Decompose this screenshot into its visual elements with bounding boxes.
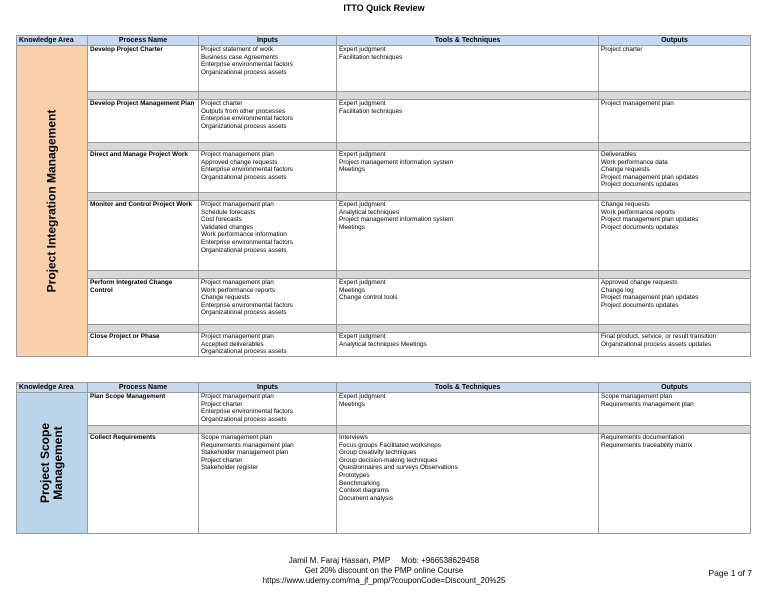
process-row [17,434,751,534]
spacer-cell [88,143,199,151]
inputs-cell-item: Accepted deliverables [201,340,264,348]
process-name: Plan Scope Management [88,393,199,426]
outputs-cell-item: Change requests [601,166,650,174]
outputs-cell-item: Change log [601,286,634,294]
outputs-cell [599,46,751,92]
inputs-cell [199,100,337,143]
outputs-cell-item: Final product, service, or result transition [601,333,717,340]
spacer-cell [199,325,337,333]
footer [0,556,768,586]
inputs-cell-item: Project management plan [201,151,274,158]
inputs-cell-item: Project charter [201,456,243,464]
header-tools: Tools & Techniques [337,36,599,46]
process-row [17,279,751,325]
inputs-cell-item: Organizational process assets [201,122,287,130]
header-outputs: Outputs [599,36,751,46]
tools-cell [337,201,599,271]
tools-cell-item: Project management information system [339,216,454,224]
spacer-cell [599,325,751,333]
tools-cell-item: Expert judgment [339,151,386,158]
spacer-cell [337,193,599,201]
spacer-row [17,325,751,333]
spacer-cell [199,193,337,201]
header-tools: Tools & Techniques [337,383,599,393]
spacer-row [17,426,751,434]
process-row [17,393,751,426]
process-name: Collect Requirements [88,434,199,534]
spacer-cell [337,426,599,434]
header-inputs: Inputs [199,383,337,393]
spacer-cell [599,193,751,201]
outputs-cell-item: Work performance data [601,158,668,166]
inputs-cell-item: Enterprise environmental factors [201,61,293,69]
spacer-cell [337,92,599,100]
tools-cell-item: Facilitation techniques [339,107,403,115]
spacer-cell [88,426,199,434]
inputs-cell [199,393,337,426]
inputs-cell-item: Enterprise environmental factors [201,166,293,174]
footer-author: Jamil M. Faraj Hassan, PMP Mob: +966538629458 [288,556,480,565]
spacer-cell [199,143,337,151]
process-row [17,46,751,92]
header-inputs: Inputs [199,36,337,46]
inputs-cell-item: Enterprise environmental factors [201,115,293,123]
header-process-name: Process Name [88,36,199,46]
inputs-cell-item: Approved change requests [201,158,278,166]
inputs-cell-item: Project management plan [201,279,274,286]
inputs-cell-item: Requirements management plan [201,441,294,449]
inputs-cell-item: Organizational process assets [201,309,287,317]
process-row [17,201,751,271]
inputs-cell-item: Project management plan [201,393,274,400]
tools-cell-item: Change control tools [339,294,398,302]
outputs-cell-item: Project management plan updates [601,216,699,224]
spacer-cell [599,271,751,279]
process-name: Monitor and Control Project Work [88,201,199,271]
inputs-cell-item: Organizational process assets [201,173,287,181]
outputs-cell [599,279,751,325]
spacer-cell [199,92,337,100]
inputs-cell-item: Stakeholder management plan [201,449,289,457]
outputs-cell-item: Requirements documentation [601,434,685,441]
tools-cell [337,279,599,325]
inputs-cell-item: Enterprise environmental factors [201,301,293,309]
outputs-cell [599,151,751,193]
tools-cell-item: Interviews [339,434,368,441]
outputs-cell [599,100,751,143]
tools-cell-item: Expert judgment [339,46,386,53]
spacer-cell [337,271,599,279]
process-name: Direct and Manage Project Work [88,151,199,193]
inputs-cell [199,151,337,193]
inputs-cell-item: Organizational process assets [201,246,287,254]
knowledge-area-label: Project Integration Management [44,109,59,293]
outputs-cell-item: Deliverables [601,151,637,158]
process-name: Close Project or Phase [88,333,199,357]
header-outputs: Outputs [599,383,751,393]
spacer-cell [199,426,337,434]
tools-cell-item: Questionnaires and surveys Observations [339,464,458,472]
page-title: ITTO Quick Review [343,3,425,13]
tools-cell-item: Analytical techniques Meetings [339,340,427,348]
tools-cell [337,151,599,193]
spacer-row [17,92,751,100]
footer-discount: Get 20% discount on the PMP online Course [304,566,464,575]
header-process-name: Process Name [88,383,199,393]
knowledge-area-cell [17,393,88,534]
footer-url[interactable]: https://www.udemy.com/ma_jf_pmp/?couponCode=Discount_20%25 [262,576,506,585]
header-knowledge-area: Knowledge Area [17,383,88,393]
outputs-cell-item: Organizational process assets updates [601,340,712,348]
spacer-cell [88,92,199,100]
knowledge-area-label-line: Project Scope [38,422,52,504]
outputs-cell [599,333,751,357]
process-row [17,100,751,143]
process-name: Develop Project Charter [88,46,199,92]
outputs-cell-item: Change requests [601,201,650,208]
tools-cell [337,100,599,143]
outputs-cell-item: Project management plan updates [601,294,699,302]
tools-cell [337,434,599,534]
tools-cell-item: Meetings [339,286,365,294]
outputs-cell-item: Scope management plan [601,393,673,400]
inputs-cell-item: Stakeholder register [201,464,259,472]
inputs-cell-item: Business case Agreements [201,53,279,61]
inputs-cell-item: Work performance information [201,231,287,239]
inputs-cell-item: Validated changes [201,223,254,231]
itto-table-scope [16,382,751,534]
inputs-cell-item: Project charter [201,400,243,408]
tools-cell-item: Facilitation techniques [339,53,403,61]
outputs-cell [599,393,751,426]
tools-cell-item: Expert judgment [339,201,386,208]
spacer-cell [599,92,751,100]
spacer-cell [88,325,199,333]
spacer-row [17,193,751,201]
spacer-cell [88,193,199,201]
tools-cell-item: Expert judgment [339,279,386,286]
outputs-cell-item: Project charter [601,46,643,53]
header-knowledge-area: Knowledge Area [17,36,88,46]
outputs-cell-item: Project documents updates [601,301,679,309]
inputs-cell-item: Project management plan [201,333,274,340]
tools-cell-item: Group decision-making techniques [339,456,438,464]
tools-cell-item: Prototypes [339,471,370,479]
header-row [17,36,751,46]
tools-cell [337,46,599,92]
outputs-cell-item: Requirements traceability matrix [601,441,693,449]
tools-cell-item: Context diagrams [339,487,390,495]
inputs-cell-item: Outputs from other processes [201,107,286,115]
outputs-cell-item: Project management plan [601,100,674,107]
inputs-cell-item: Project statement of work [201,46,274,53]
outputs-cell-item: Project documents updates [601,181,679,189]
inputs-cell [199,201,337,271]
inputs-cell [199,46,337,92]
spacer-cell [88,271,199,279]
outputs-cell-item: Requirements management plan [601,400,694,408]
outputs-cell-item: Project management plan updates [601,173,699,181]
outputs-cell-item: Approved change requests [601,279,678,286]
knowledge-area-label [39,423,65,503]
knowledge-area-label-line: Management [51,426,65,500]
spacer-cell [337,143,599,151]
inputs-cell [199,279,337,325]
header-row [17,383,751,393]
tools-cell-item: Expert judgment [339,393,386,400]
spacer-cell [337,325,599,333]
inputs-cell-item: Project charter [201,100,243,107]
inputs-cell-item: Organizational process assets [201,68,287,76]
inputs-cell-item: Cost forecasts [201,216,242,224]
tools-cell-item: Expert judgment [339,333,386,340]
tools-cell-item: Meetings [339,166,365,174]
spacer-cell [599,143,751,151]
tools-cell-item: Group creativity techniques [339,449,417,457]
tools-cell [337,393,599,426]
tools-cell-item: Document analysis [339,494,393,502]
tools-cell-item: Analytical techniques [339,208,400,216]
inputs-cell-item: Organizational process assets [201,348,287,356]
inputs-cell-item: Project management plan [201,201,274,208]
spacer-cell [199,271,337,279]
tools-cell-item: Project management information system [339,158,454,166]
process-row [17,333,751,357]
spacer-cell [599,426,751,434]
spacer-row [17,271,751,279]
outputs-cell [599,434,751,534]
inputs-cell-item: Enterprise environmental factors [201,408,293,416]
process-row [17,151,751,193]
tools-cell-item: Meetings [339,400,365,408]
spacer-row [17,143,751,151]
inputs-cell [199,333,337,357]
tools-cell-item: Focus groups Facilitated workshops [339,441,441,449]
itto-table-integration [16,35,751,357]
inputs-cell-item: Change requests [201,294,250,302]
outputs-cell-item: Work performance reports [601,208,676,216]
tools-cell-item: Meetings [339,223,365,231]
inputs-cell-item: Schedule forecasts [201,208,256,216]
tools-cell-item: Expert judgment [339,100,386,107]
tools-cell-item: Benchmarking [339,479,380,487]
inputs-cell-item: Enterprise environmental factors [201,238,293,246]
process-name: Perform Integrated Change Control [88,279,199,325]
outputs-cell-item: Project documents updates [601,223,679,231]
tools-cell [337,333,599,357]
outputs-cell [599,201,751,271]
page-number: Page 1 of 7 [708,568,752,578]
inputs-cell-item: Organizational process assets [201,415,287,423]
process-name: Develop Project Management Plan [88,100,199,143]
inputs-cell-item: Scope management plan [201,434,273,441]
inputs-cell [199,434,337,534]
knowledge-area-cell [17,46,88,357]
inputs-cell-item: Work performance reports [201,286,276,294]
